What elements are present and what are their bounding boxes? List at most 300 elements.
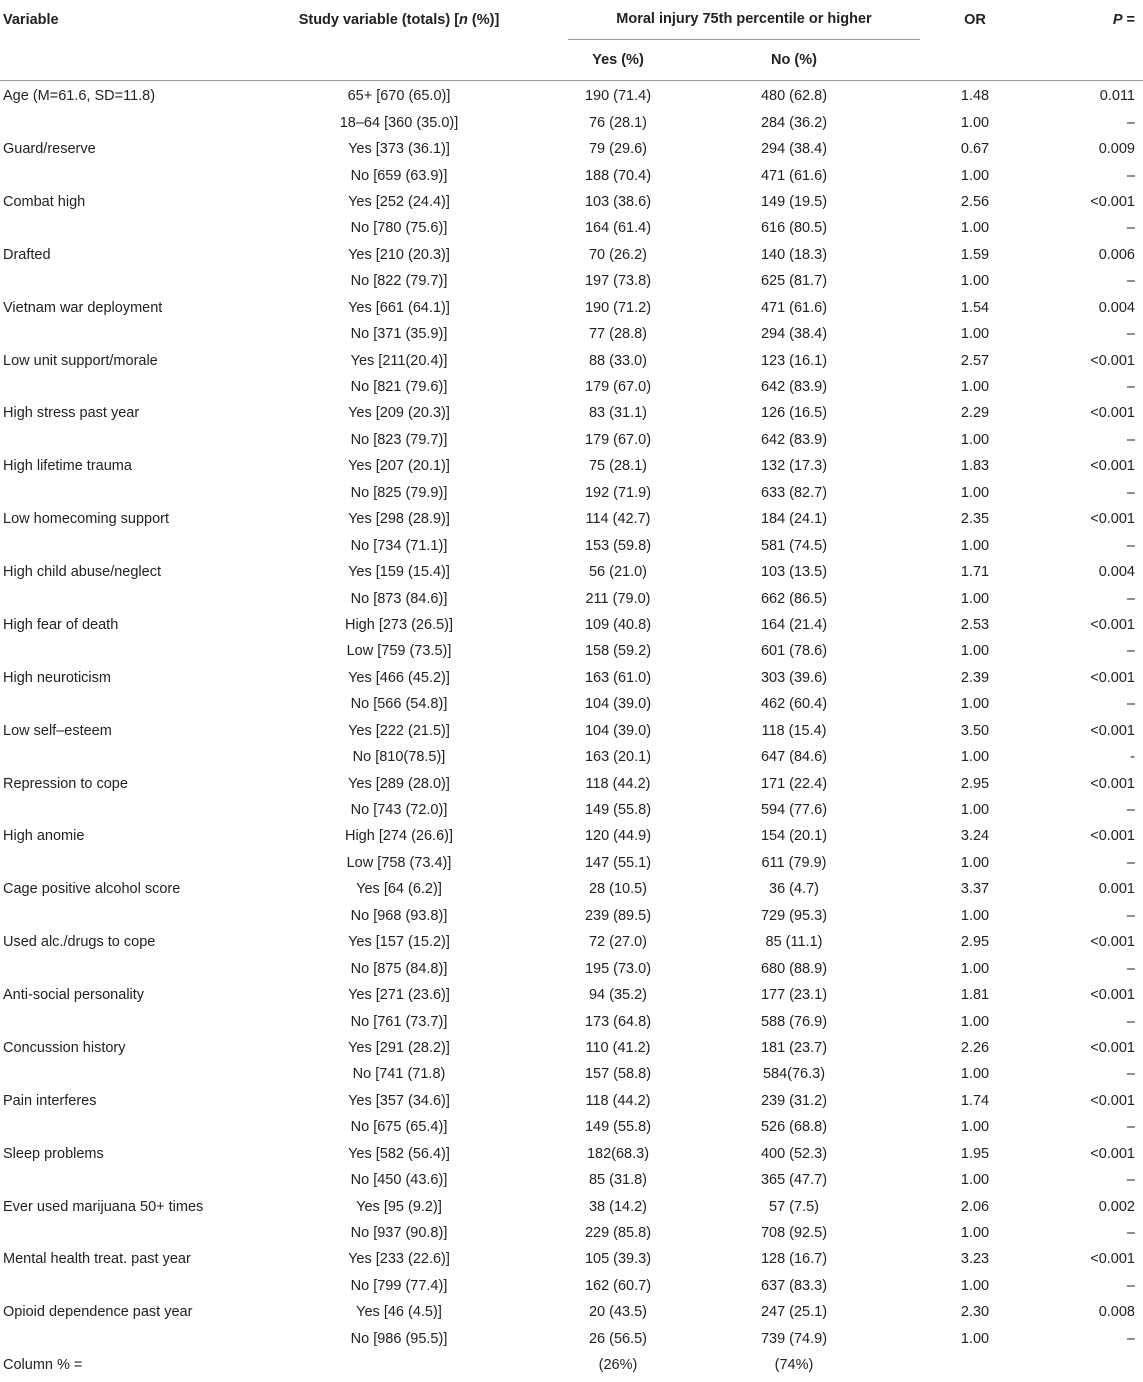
cell-no-percent: 154 (20.1) [760, 828, 828, 845]
cell-p-value: 0.011 [1099, 88, 1135, 105]
header-p [1030, 0, 1143, 81]
cell-yes-percent: 85 (31.8) [588, 1172, 648, 1189]
table-row [0, 347, 1143, 373]
cell-odds-ratio: 2.35 [960, 511, 990, 528]
table-row [0, 215, 1143, 241]
cell-variable [0, 585, 230, 611]
cell-odds-ratio: 1.59 [960, 246, 990, 263]
cell-variable [0, 374, 230, 400]
cell-study-variable: Yes [159 (15.4)] [348, 564, 450, 581]
cell-variable: Concussion history [3, 1039, 126, 1056]
cell-variable: Repression to cope [3, 775, 128, 792]
cell-no-percent: 247 (25.1) [760, 1304, 828, 1321]
cell-study-variable: Yes [582 (56.4)] [348, 1145, 450, 1162]
cell-odds-ratio: 1.00 [960, 1172, 990, 1189]
cell-p-value: - [1130, 749, 1135, 766]
table-row [0, 109, 1143, 135]
cell-p-value: <0.001 [1090, 669, 1135, 686]
table-row [0, 929, 1143, 955]
cell-variable: High fear of death [3, 616, 119, 633]
cell-variable: Guard/reserve [3, 141, 96, 158]
table-row [0, 850, 1143, 876]
table-row [0, 691, 1143, 717]
cell-p-value: – [1126, 326, 1135, 343]
cell-yes-percent: 26 (56.5) [588, 1330, 648, 1347]
cell-variable [0, 903, 230, 929]
cell-odds-ratio: 2.29 [960, 405, 990, 422]
cell-variable: High lifetime trauma [3, 458, 132, 475]
cell-yes-percent: 157 (58.8) [584, 1066, 652, 1083]
cell-study-variable: No [810(78.5)] [352, 749, 446, 766]
header-study-variable [230, 0, 568, 81]
cell-no-percent: 164 (21.4) [760, 616, 828, 633]
cell-odds-ratio: 2.95 [960, 934, 990, 951]
cell-p-value: <0.001 [1090, 934, 1135, 951]
header-study-post: (%)] [467, 12, 500, 28]
cell-p-value: – [1126, 854, 1135, 871]
cell-yes-percent: 190 (71.2) [584, 299, 652, 316]
cell-odds-ratio: 1.00 [960, 1066, 990, 1083]
cell-odds-ratio: 1.00 [960, 643, 990, 660]
table-row [0, 559, 1143, 585]
cell-yes-percent: 120 (44.9) [584, 828, 652, 845]
cell-p-value: 0.008 [1098, 1304, 1135, 1321]
cell-odds-ratio: 3.37 [960, 881, 990, 898]
cell-odds-ratio: 1.00 [960, 537, 990, 554]
cell-odds-ratio: 1.00 [960, 802, 990, 819]
cell-yes-percent: 77 (28.8) [588, 326, 648, 343]
cell-odds-ratio: 1.00 [960, 273, 990, 290]
table-row [0, 1008, 1143, 1034]
cell-yes-percent: 83 (31.1) [588, 405, 648, 422]
cell-variable: Age (M=61.6, SD=11.8) [3, 88, 156, 105]
cell-yes-percent: 179 (67.0) [584, 379, 652, 396]
cell-p-value: – [1126, 1330, 1135, 1347]
cell-yes-percent: 182(68.3) [586, 1145, 650, 1162]
cell-study-variable: Yes [64 (6.2)] [356, 881, 442, 898]
cell-odds-ratio: 1.00 [960, 379, 990, 396]
cell-no-percent: 480 (62.8) [760, 88, 828, 105]
cell-p-value: – [1126, 220, 1135, 237]
cell-study-variable: Yes [222 (21.5)] [348, 722, 450, 739]
cell-no-percent: 123 (16.1) [760, 352, 828, 369]
cell-p-value: – [1126, 167, 1135, 184]
header-no: No (%) [668, 40, 920, 81]
cell-variable [0, 1273, 230, 1299]
cell-no-percent: 140 (18.3) [760, 246, 828, 263]
cell-variable [0, 1167, 230, 1193]
table-row [0, 638, 1143, 664]
cell-study-variable: Low [758 (73.4)] [346, 854, 452, 871]
cell-study-variable: No [937 (90.8)] [350, 1225, 448, 1242]
cell-variable: Drafted [3, 246, 51, 263]
cell-p-value: – [1126, 1119, 1135, 1136]
cell-no-percent: 616 (80.5) [760, 220, 828, 237]
cell-study-variable: Yes [209 (20.3)] [348, 405, 450, 422]
cell-no-percent: 36 (4.7) [769, 881, 819, 898]
cell-study-variable: Low [759 (73.5)] [346, 643, 452, 660]
cell-yes-percent: 114 (42.7) [585, 511, 651, 528]
cell-variable: Low unit support/morale [3, 352, 158, 369]
table-row [0, 162, 1143, 188]
cell-p-value: – [1126, 1172, 1135, 1189]
cell-study-variable: Yes [211(20.4)] [350, 352, 448, 369]
header-p-suffix: = [1122, 12, 1135, 28]
cell-odds-ratio: 1.00 [960, 696, 990, 713]
cell-p-value: <0.001 [1090, 193, 1135, 210]
cell-p-value: <0.001 [1090, 775, 1135, 792]
cell-p-value: 0.006 [1098, 246, 1135, 263]
cell-odds-ratio: 1.00 [960, 854, 990, 871]
table-row [0, 1114, 1143, 1140]
cell-variable: High anomie [3, 828, 85, 845]
cell-variable: Sleep problems [3, 1145, 104, 1162]
cell-study-variable: No [986 (95.5)] [350, 1330, 448, 1347]
cell-yes-percent: 110 (41.2) [585, 1039, 651, 1056]
cell-study-variable: No [825 (79.9)] [350, 484, 448, 501]
cell-odds-ratio: 1.00 [960, 1119, 990, 1136]
cell-odds-ratio: 1.00 [960, 1013, 990, 1030]
cell-p-value: – [1126, 643, 1135, 660]
cell-study-variable: 18–64 [360 (35.0)] [339, 114, 459, 131]
cell-variable [0, 321, 230, 347]
cell-odds-ratio: 1.95 [960, 1145, 990, 1162]
cell-yes-percent: 109 (40.8) [584, 616, 652, 633]
cell-no-percent: 85 (11.1) [765, 934, 823, 951]
cell-no-percent: 303 (39.6) [760, 669, 828, 686]
header-study-n: n [459, 12, 468, 28]
table-row [0, 823, 1143, 849]
table-row [0, 400, 1143, 426]
cell-yes-percent: 162 (60.7) [584, 1277, 652, 1294]
cell-yes-percent: 38 (14.2) [588, 1198, 648, 1215]
cell-yes-percent: 72 (27.0) [588, 934, 648, 951]
cell-yes-percent: 104 (39.0) [584, 722, 652, 739]
cell-variable [0, 268, 230, 294]
table-row [0, 506, 1143, 532]
cell-yes-percent: 104 (39.0) [584, 696, 652, 713]
cell-no-percent: 184 (24.1) [760, 511, 828, 528]
cell-p-value: – [1126, 537, 1135, 554]
cell-p-value: – [1126, 590, 1135, 607]
table-row [0, 797, 1143, 823]
cell-no-percent: 584(76.3) [762, 1066, 826, 1083]
cell-no-percent: 132 (17.3) [760, 458, 828, 475]
cell-p-value: – [1126, 960, 1135, 977]
cell-study-variable: Yes [298 (28.9)] [348, 511, 450, 528]
cell-no-percent: 294 (38.4) [760, 326, 828, 343]
cell-odds-ratio: 1.71 [960, 564, 990, 581]
table-row [0, 585, 1143, 611]
cell-no-percent: 118 (15.4) [761, 722, 827, 739]
cell-odds-ratio: 3.24 [960, 828, 990, 845]
cell-p-value: – [1126, 1225, 1135, 1242]
cell-odds-ratio [920, 1352, 1030, 1378]
cell-study-variable: 65+ [670 (65.0)] [347, 88, 451, 105]
cell-no-percent: (74%) [774, 1357, 814, 1374]
header-or: OR [920, 0, 1030, 81]
header-variable: Variable [0, 0, 230, 81]
cell-study-variable: No [371 (35.9)] [350, 326, 448, 343]
cell-study-variable: No [875 (84.8)] [350, 960, 448, 977]
table-row [0, 1220, 1143, 1246]
cell-yes-percent: 197 (73.8) [584, 273, 652, 290]
cell-study-variable: Yes [95 (9.2)] [356, 1198, 442, 1215]
cell-variable: High child abuse/neglect [3, 564, 161, 581]
table-row [0, 718, 1143, 744]
cell-yes-percent: 173 (64.8) [584, 1013, 652, 1030]
cell-yes-percent: 88 (33.0) [588, 352, 648, 369]
header-p-letter: P [1112, 12, 1123, 28]
cell-variable: Low self–esteem [3, 722, 112, 739]
cell-study-variable: No [873 (84.6)] [350, 590, 448, 607]
table-row [0, 136, 1143, 162]
cell-odds-ratio: 1.00 [960, 1277, 990, 1294]
cell-variable [0, 691, 230, 717]
cell-study-variable: Yes [289 (28.0)] [348, 775, 450, 792]
cell-p-value: <0.001 [1090, 405, 1135, 422]
cell-yes-percent: 149 (55.8) [584, 1119, 652, 1136]
cell-odds-ratio: 2.26 [960, 1039, 990, 1056]
cell-odds-ratio: 2.30 [960, 1304, 990, 1321]
cell-no-percent: 149 (19.5) [760, 193, 828, 210]
cell-p-value: – [1126, 1013, 1135, 1030]
cell-variable: Anti-social personality [3, 987, 145, 1004]
cell-variable: Ever used marijuana 50+ times [3, 1198, 204, 1215]
cell-odds-ratio: 1.74 [960, 1092, 990, 1109]
cell-variable [0, 1061, 230, 1087]
header-group [568, 0, 920, 40]
table-row [0, 295, 1143, 321]
cell-study-variable: No [659 (63.9)] [350, 167, 448, 184]
cell-p-value: – [1126, 431, 1135, 448]
cell-variable [0, 1114, 230, 1140]
cell-odds-ratio: 1.54 [960, 299, 990, 316]
cell-p-value: <0.001 [1090, 828, 1135, 845]
cell-p-value: <0.001 [1090, 352, 1135, 369]
cell-variable [0, 850, 230, 876]
cell-yes-percent: 229 (85.8) [584, 1225, 652, 1242]
table-row [0, 982, 1143, 1008]
cell-no-percent: 284 (36.2) [760, 114, 828, 131]
cell-odds-ratio: 1.00 [960, 431, 990, 448]
cell-no-percent: 365 (47.7) [760, 1172, 828, 1189]
cell-p-value: – [1126, 907, 1135, 924]
cell-study-variable: Yes [466 (45.2)] [348, 669, 450, 686]
cell-study-variable: Yes [207 (20.1)] [348, 458, 450, 475]
cell-variable [0, 109, 230, 135]
cell-odds-ratio: 2.57 [960, 352, 990, 369]
cell-study-variable: No [968 (93.8)] [350, 907, 448, 924]
cell-p-value: 0.004 [1098, 299, 1135, 316]
cell-p-value: – [1126, 273, 1135, 290]
cell-no-percent: 662 (86.5) [760, 590, 828, 607]
cell-yes-percent: 179 (67.0) [584, 431, 652, 448]
cell-p-value: <0.001 [1090, 616, 1135, 633]
header-yes: Yes (%) [568, 40, 668, 81]
cell-study-variable: High [273 (26.5)] [344, 616, 453, 633]
cell-p-value: <0.001 [1090, 511, 1135, 528]
cell-variable [0, 797, 230, 823]
cell-odds-ratio: 1.00 [960, 1225, 990, 1242]
cell-p-value: – [1126, 484, 1135, 501]
cell-variable: Cage positive alcohol score [3, 881, 181, 898]
cell-yes-percent: 164 (61.4) [584, 220, 652, 237]
cell-yes-percent: 20 (43.5) [588, 1304, 648, 1321]
cell-no-percent: 708 (92.5) [760, 1225, 828, 1242]
cell-no-percent: 128 (16.7) [760, 1251, 828, 1268]
cell-p-value: – [1126, 114, 1135, 131]
table-row [0, 532, 1143, 558]
table-row [0, 1299, 1143, 1325]
cell-variable [0, 162, 230, 188]
table-row [0, 665, 1143, 691]
cell-study-variable: High [274 (26.6)] [344, 828, 453, 845]
cell-variable [0, 1008, 230, 1034]
cell-study-variable: No [734 (71.1)] [350, 537, 448, 554]
table-row [0, 955, 1143, 981]
cell-no-percent: 57 (7.5) [769, 1198, 819, 1215]
cell-p-value: 0.009 [1098, 141, 1135, 158]
header-row-1 [0, 0, 1143, 40]
cell-study-variable: Yes [210 (20.3)] [348, 246, 450, 263]
cell-p-value: 0.001 [1098, 881, 1135, 898]
cell-variable [0, 955, 230, 981]
cell-variable [0, 480, 230, 506]
cell-no-percent: 471 (61.6) [760, 167, 828, 184]
cell-yes-percent: 195 (73.0) [584, 960, 652, 977]
table-row [0, 1193, 1143, 1219]
table-body [0, 81, 1143, 1379]
cell-yes-percent: 75 (28.1) [588, 458, 648, 475]
table-row [0, 1088, 1143, 1114]
cell-study-variable: Yes [373 (36.1)] [348, 141, 450, 158]
table-row [0, 81, 1143, 110]
cell-odds-ratio: 1.00 [960, 167, 990, 184]
cell-odds-ratio: 2.39 [960, 669, 990, 686]
cell-yes-percent: 188 (70.4) [584, 167, 652, 184]
header-group-label: Moral injury 75th percentile or higher [616, 11, 872, 27]
table-row [0, 480, 1143, 506]
cell-study-variable: No [821 (79.6)] [350, 379, 448, 396]
cell-no-percent: 739 (74.9) [760, 1330, 828, 1347]
table-row [0, 612, 1143, 638]
cell-no-percent: 633 (82.7) [760, 484, 828, 501]
cell-odds-ratio: 1.00 [960, 220, 990, 237]
cell-odds-ratio: 1.00 [960, 326, 990, 343]
table-row [0, 1035, 1143, 1061]
cell-odds-ratio: 1.00 [960, 114, 990, 131]
cell-no-percent: 126 (16.5) [760, 405, 828, 422]
cell-yes-percent: 163 (61.0) [584, 669, 652, 686]
cell-p-value: – [1126, 1277, 1135, 1294]
cell-odds-ratio: 1.00 [960, 590, 990, 607]
cell-odds-ratio: 3.23 [960, 1251, 990, 1268]
cell-study-variable [230, 1352, 568, 1378]
cell-odds-ratio: 3.50 [960, 722, 990, 739]
cell-no-percent: 601 (78.6) [760, 643, 828, 660]
cell-p-value: – [1126, 802, 1135, 819]
cell-p-value: – [1126, 696, 1135, 713]
cell-variable: Pain interferes [3, 1092, 97, 1109]
cell-p-value [1030, 1352, 1143, 1378]
cell-yes-percent: 79 (29.6) [588, 141, 648, 158]
cell-no-percent: 637 (83.3) [760, 1277, 828, 1294]
cell-variable: High neuroticism [3, 669, 111, 686]
cell-no-percent: 177 (23.1) [760, 987, 828, 1004]
cell-odds-ratio: 2.53 [960, 616, 990, 633]
cell-study-variable: No [566 (54.8)] [350, 696, 448, 713]
cell-odds-ratio: 1.00 [960, 1330, 990, 1347]
cell-study-variable: Yes [46 (4.5)] [356, 1304, 442, 1321]
cell-yes-percent: 105 (39.3) [584, 1251, 652, 1268]
cell-odds-ratio: 1.00 [960, 749, 990, 766]
cell-no-percent: 103 (13.5) [760, 564, 828, 581]
table-row [0, 427, 1143, 453]
cell-variable [0, 1326, 230, 1352]
cell-no-percent: 581 (74.5) [760, 537, 828, 554]
cell-odds-ratio: 1.48 [960, 88, 990, 105]
cell-p-value: <0.001 [1090, 987, 1135, 1004]
table-row [0, 1141, 1143, 1167]
header-study-pre: Study variable (totals) [ [298, 12, 460, 28]
cell-yes-percent: 118 (44.2) [585, 775, 651, 792]
cell-study-variable: No [675 (65.4)] [350, 1119, 448, 1136]
table-row [0, 903, 1143, 929]
cell-yes-percent: 192 (71.9) [584, 484, 652, 501]
cell-p-value: <0.001 [1090, 722, 1135, 739]
cell-yes-percent: 190 (71.4) [584, 88, 652, 105]
cell-p-value: 0.002 [1098, 1198, 1135, 1215]
cell-study-variable: Yes [291 (28.2)] [348, 1039, 450, 1056]
cell-no-percent: 588 (76.9) [760, 1013, 828, 1030]
cell-yes-percent: 239 (89.5) [584, 907, 652, 924]
table-row [0, 189, 1143, 215]
cell-odds-ratio: 1.00 [960, 484, 990, 501]
cell-odds-ratio: 1.81 [960, 987, 990, 1004]
cell-variable [0, 215, 230, 241]
table-row [0, 1061, 1143, 1087]
cell-yes-percent: 28 (10.5) [588, 881, 648, 898]
cell-yes-percent: 211 (79.0) [585, 590, 651, 607]
table-row [0, 744, 1143, 770]
cell-variable [0, 427, 230, 453]
cell-study-variable: No [743 (72.0)] [350, 802, 448, 819]
table-row [0, 374, 1143, 400]
cell-yes-percent: 147 (55.1) [584, 854, 652, 871]
cell-variable [0, 744, 230, 770]
cell-odds-ratio: 1.00 [960, 960, 990, 977]
cell-variable [0, 532, 230, 558]
cell-variable: Opioid dependence past year [3, 1304, 193, 1321]
cell-variable [0, 638, 230, 664]
cell-no-percent: 647 (84.6) [760, 749, 828, 766]
cell-variable: Used alc./drugs to cope [3, 934, 156, 951]
cell-odds-ratio: 2.06 [960, 1198, 990, 1215]
cell-yes-percent: 158 (59.2) [584, 643, 652, 660]
cell-no-percent: 611 (79.9) [761, 854, 827, 871]
table-row [0, 1273, 1143, 1299]
cell-no-percent: 642 (83.9) [760, 379, 828, 396]
cell-odds-ratio: 2.95 [960, 775, 990, 792]
cell-yes-percent: 118 (44.2) [585, 1092, 651, 1109]
cell-variable: Vietnam war deployment [3, 299, 163, 316]
cell-p-value: <0.001 [1090, 1039, 1135, 1056]
cell-yes-percent: 103 (38.6) [584, 193, 652, 210]
cell-study-variable: No [799 (77.4)] [350, 1277, 448, 1294]
cell-variable: Mental health treat. past year [3, 1251, 191, 1268]
cell-study-variable: No [741 (71.8) [352, 1066, 446, 1083]
